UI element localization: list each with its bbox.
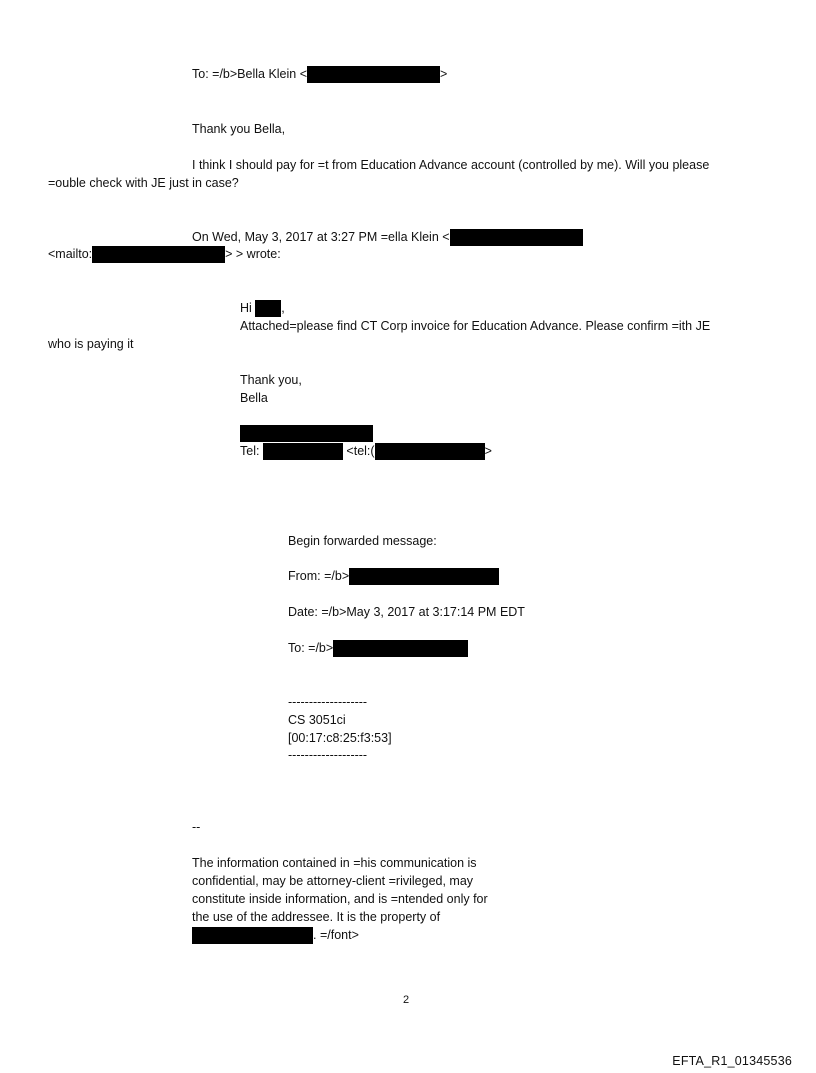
quote-header-line-2 bbox=[48, 246, 281, 263]
tel-link-prefix: <tel:( bbox=[346, 444, 375, 458]
quoted-tel-line bbox=[240, 443, 492, 460]
hi-comma: , bbox=[281, 301, 285, 315]
redaction-bar bbox=[92, 246, 225, 263]
reply-line-1: I think I should pay for =t from Education Advance account (controlled by me). Will you please bbox=[192, 158, 710, 172]
mailto-prefix: <mailto: bbox=[48, 247, 93, 261]
quoted-name: Bella bbox=[240, 391, 268, 405]
disclaimer-line-5 bbox=[192, 927, 359, 944]
signature-redaction-line bbox=[240, 425, 373, 442]
to-line bbox=[192, 66, 447, 83]
dashes-bottom: ------------------- bbox=[288, 748, 368, 762]
quoted-attached-line: Attached=please find CT Corp invoice for Education Advance. Please confirm =ith JE bbox=[240, 319, 711, 333]
document-id: EFTA_R1_01345536 bbox=[672, 1054, 792, 1068]
redaction-bar bbox=[450, 229, 583, 246]
to-suffix: > bbox=[440, 67, 448, 81]
to-prefix: To: =/b>Bella Klein < bbox=[192, 67, 308, 81]
redaction-bar bbox=[263, 443, 343, 460]
forwarded-date: Date: =/b>May 3, 2017 at 3:17:14 PM EDT bbox=[288, 605, 525, 619]
quoted-hi-line bbox=[240, 300, 285, 317]
forwarded-begin: Begin forwarded message: bbox=[288, 534, 437, 548]
tel-label: Tel: bbox=[240, 444, 260, 458]
redaction-bar bbox=[307, 66, 440, 83]
device-name: CS 3051ci bbox=[288, 713, 346, 727]
from-label: From: =/b> bbox=[288, 569, 350, 583]
forwarded-to bbox=[288, 640, 468, 657]
quoted-paying-line: who is paying it bbox=[48, 337, 134, 351]
quoted-thanks: Thank you, bbox=[240, 373, 302, 387]
quote-header-prefix: On Wed, May 3, 2017 at 3:27 PM =ella Klein < bbox=[192, 230, 450, 244]
redaction-bar bbox=[349, 568, 499, 585]
wrote-suffix: > > wrote: bbox=[225, 247, 281, 261]
redaction-bar bbox=[240, 425, 373, 442]
forwarded-from bbox=[288, 568, 499, 585]
quote-header-line-1 bbox=[192, 229, 583, 246]
reply-line-2: =ouble check with JE just in case? bbox=[48, 176, 239, 190]
redaction-bar bbox=[333, 640, 468, 657]
page-number: 2 bbox=[403, 994, 410, 1006]
disclaimer-suffix: . =/font> bbox=[313, 928, 359, 942]
redaction-bar bbox=[255, 300, 281, 317]
disclaimer-line-4: the use of the addressee. It is the property of bbox=[192, 910, 441, 924]
hi-text: Hi bbox=[240, 301, 252, 315]
redaction-bar bbox=[192, 927, 313, 944]
fwd-to-label: To: =/b> bbox=[288, 641, 334, 655]
dashes-top: ------------------- bbox=[288, 695, 368, 709]
disclaimer-line-2: confidential, may be attorney-client =rivileged, may bbox=[192, 874, 474, 888]
redaction-bar bbox=[375, 443, 485, 460]
tel-link-suffix: > bbox=[484, 444, 492, 458]
device-mac: [00:17:c8:25:f3:53] bbox=[288, 731, 392, 745]
reply-greeting: Thank you Bella, bbox=[192, 122, 286, 136]
disclaimer-line-3: constitute inside information, and is =ntended only for bbox=[192, 892, 488, 906]
disclaimer-line-1: The information contained in =his communication is bbox=[192, 856, 477, 870]
signature-separator: -- bbox=[192, 820, 201, 834]
